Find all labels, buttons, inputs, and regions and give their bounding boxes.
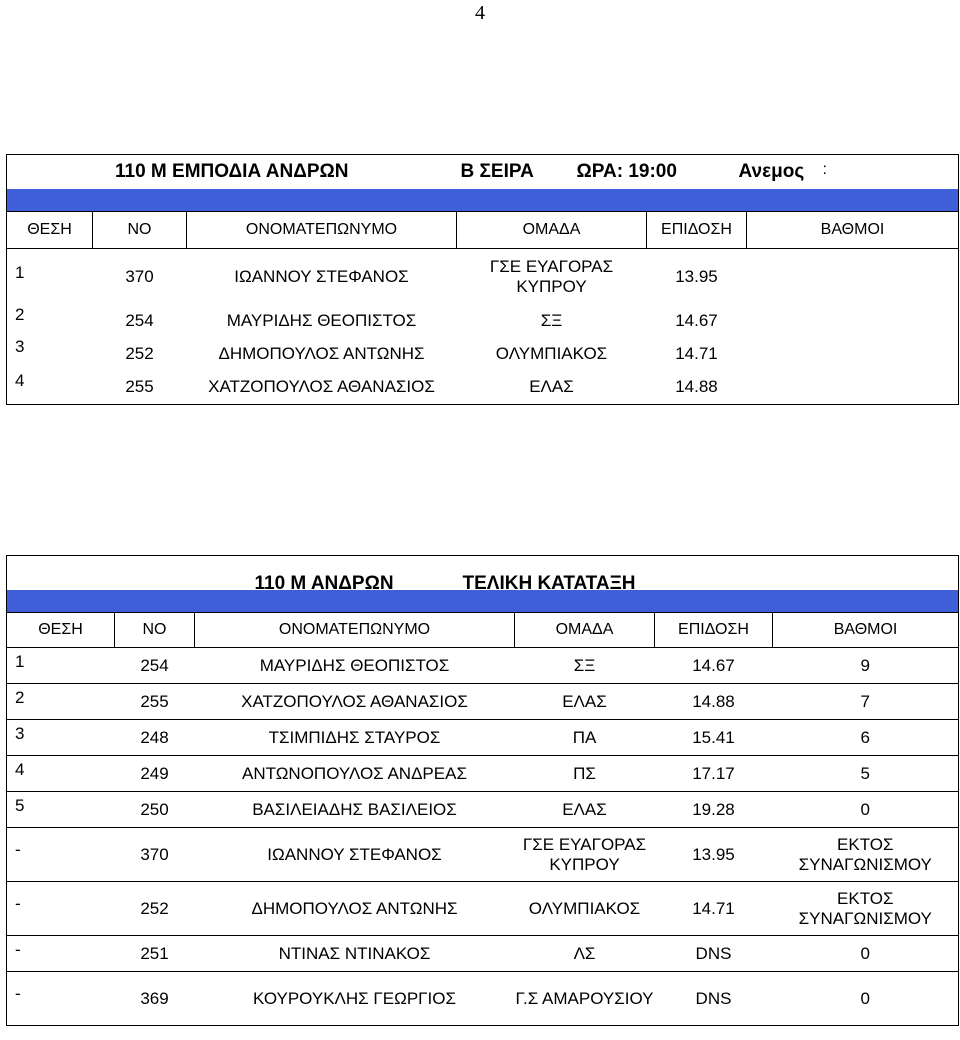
page-number: 4 [475,2,485,24]
row-pos: 2 [7,684,115,720]
row-team: ΣΞ [540,310,563,330]
table-row [7,972,959,1026]
row-no: 369 [115,972,195,1026]
heat-title-wind: Ανεμος [738,161,805,182]
row-team: ΛΣ [515,936,655,972]
row-pos: 3 [7,337,93,371]
table-row [7,337,959,371]
row-result: 15.41 [655,720,773,756]
row-team: ΟΛΥΜΠΙΑΚΟΣ [495,343,608,363]
row-no: 370 [115,828,195,882]
row-points: 9 [773,648,959,684]
row-name: ΜΑΥΡΙΔΗΣ ΘΕΟΠΙΣΤΟΣ [226,310,417,330]
row-name: ΒΑΣΙΛΕΙΑΔΗΣ ΒΑΣΙΛΕΙΟΣ [195,792,515,828]
table-row [7,371,959,405]
table-row [7,305,959,337]
heat-title-wind-colon: : [822,161,827,178]
row-name: ΑΝΤΩΝΟΠΟΥΛΟΣ ΑΝΔΡΕΑΣ [195,756,515,792]
table-row [7,720,959,756]
row-team: ΕΛΑΣ [515,792,655,828]
heat-color-band [7,189,959,212]
row-points [747,305,959,337]
row-pos: - [7,828,115,882]
row-no: 251 [115,936,195,972]
row-no: 255 [93,371,187,405]
row-name: ΙΩΑΝΝΟΥ ΣΤΕΦΑΝΟΣ [195,828,515,882]
final-title-rank: ΤΕΛΙΚΗ ΚΑΤΑΤΑΞΗ [462,573,636,594]
row-points: 0 [773,972,959,1026]
row-points [747,337,959,371]
row-name: ΔΗΜΟΠΟΥΛΟΣ ΑΝΤΩΝΗΣ [195,882,515,936]
row-points [747,371,959,405]
row-no: 370 [125,266,154,286]
col-header-name: ΟΝΟΜΑΤΕΠΩΝΥΜΟ [187,212,457,249]
row-points: ΕΚΤΟΣ ΣΥΝΑΓΩΝΙΣΜΟΥ [773,828,959,882]
col-header-points: ΒΑΘΜΟΙ [773,613,959,648]
table-row [7,792,959,828]
heat-title-event: 110 Μ ΕΜΠΟΔΙΑ ΑΝΔΡΩΝ [115,161,349,182]
row-result: DNS [655,972,773,1026]
row-result: 14.67 [655,648,773,684]
row-pos: - [7,972,115,1026]
row-points: 5 [773,756,959,792]
row-points: 0 [773,792,959,828]
row-points: ΕΚΤΟΣ ΣΥΝΑΓΩΝΙΣΜΟΥ [773,882,959,936]
row-name: ΚΟΥΡΟΥΚΛΗΣ ΓΕΩΡΓΙΟΣ [195,972,515,1026]
row-name: ΝΤΙΝΑΣ ΝΤΙΝΑΚΟΣ [195,936,515,972]
row-team: ΕΛΑΣ [515,684,655,720]
row-team: Γ.Σ ΑΜΑΡΟΥΣΙΟΥ [515,972,655,1026]
table-row [7,249,959,305]
row-no: 255 [115,684,195,720]
table-row [7,648,959,684]
row-result: 14.71 [675,343,718,363]
col-header-points: ΒΑΘΜΟΙ [747,212,959,249]
table-row [7,828,959,882]
final-title-event: 110 Μ ΑΝΔΡΩΝ [254,573,394,594]
row-no: 250 [115,792,195,828]
row-team: ΠΑ [515,720,655,756]
row-name: ΤΣΙΜΠΙΔΗΣ ΣΤΑΥΡΟΣ [195,720,515,756]
col-header-name: ΟΝΟΜΑΤΕΠΩΝΥΜΟ [195,613,515,648]
row-pos: 4 [7,371,93,405]
row-result: DNS [655,936,773,972]
heat-title [7,155,959,190]
row-team: ΠΣ [515,756,655,792]
row-team: ΟΛΥΜΠΙΑΚΟΣ [515,882,655,936]
row-result: 13.95 [655,828,773,882]
heat-title-row [7,155,959,190]
row-pos: 1 [7,648,115,684]
row-result: 14.67 [675,310,718,330]
col-header-no: ΝΟ [115,613,195,648]
col-header-pos: ΘΕΣΗ [7,613,115,648]
row-result: 17.17 [655,756,773,792]
row-pos: 2 [7,305,93,337]
row-no: 254 [125,310,154,330]
col-header-result: ΕΠΙΔΟΣΗ [647,212,747,249]
row-team: ΣΞ [515,648,655,684]
col-header-result: ΕΠΙΔΟΣΗ [655,613,773,648]
final-ranking-table [6,555,959,1026]
heat-title-time: ΩΡΑ: 19:00 [576,161,677,182]
row-result: 14.88 [647,371,747,405]
row-no: 252 [115,882,195,936]
row-name: ΜΑΥΡΙΔΗΣ ΘΕΟΠΙΣΤΟΣ [195,648,515,684]
row-pos: - [7,882,115,936]
table-row [7,882,959,936]
row-name: ΧΑΤΖΟΠΟΥΛΟΣ ΑΘΑΝΑΣΙΟΣ [195,684,515,720]
row-points: 6 [773,720,959,756]
row-pos: 1 [7,249,93,305]
col-header-team: ΟΜΑΔΑ [515,613,655,648]
row-points [747,249,959,305]
final-title [7,556,959,594]
heat-header-row [7,212,959,249]
row-pos: 5 [7,792,115,828]
row-team: ΕΛΑΣ [457,371,647,405]
row-pos: - [7,936,115,972]
col-header-no: ΝΟ [93,212,187,249]
row-points: 7 [773,684,959,720]
row-no: 248 [115,720,195,756]
row-result: 13.95 [675,266,718,286]
row-pos: 4 [7,756,115,792]
final-header-row [7,613,959,648]
row-result: 14.71 [655,882,773,936]
row-points: 0 [773,936,959,972]
table-row [7,684,959,720]
heat-results-table [6,154,959,405]
col-header-team: ΟΜΑΔΑ [457,212,647,249]
row-team: ΓΣΕ ΕΥΑΓΟΡΑΣ ΚΥΠΡΟΥ [515,828,655,882]
row-result: 14.88 [655,684,773,720]
final-title-row [7,556,959,591]
row-name: ΧΑΤΖΟΠΟΥΛΟΣ ΑΘΑΝΑΣΙΟΣ [187,371,457,405]
row-result: 19.28 [655,792,773,828]
row-no: 252 [125,343,154,363]
row-pos: 3 [7,720,115,756]
table-row [7,936,959,972]
row-no: 249 [115,756,195,792]
row-no: 254 [115,648,195,684]
row-name: ΔΗΜΟΠΟΥΛΟΣ ΑΝΤΩΝΗΣ [218,343,425,363]
row-name: ΙΩΑΝΝΟΥ ΣΤΕΦΑΝΟΣ [234,266,409,286]
row-team: ΓΣΕ ΕΥΑΓΟΡΑΣ ΚΥΠΡΟΥ [489,257,614,296]
heat-title-heat: Β ΣΕΙΡΑ [460,161,534,182]
col-header-pos: ΘΕΣΗ [7,212,93,249]
table-row [7,756,959,792]
